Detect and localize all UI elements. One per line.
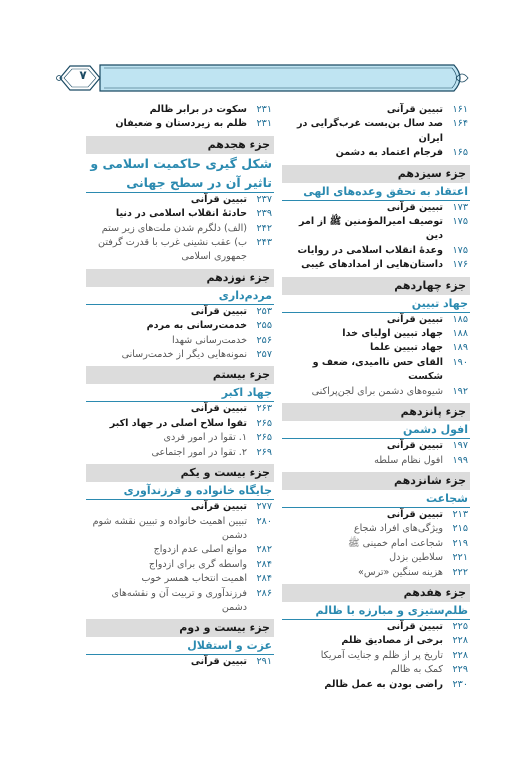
toc-section xyxy=(282,277,470,399)
entry-title: موانع اصلی عدم ازدواج xyxy=(153,544,247,556)
toc-entry[interactable] xyxy=(86,572,274,586)
entry-page-number: ۲۸۴ xyxy=(256,558,272,570)
entry-page-number xyxy=(247,250,272,264)
entry-title: توصیف امیرالمؤمنین ﷺ از امر دین xyxy=(298,216,443,242)
toc-entry[interactable] xyxy=(86,529,274,543)
toc-entry[interactable] xyxy=(86,543,274,557)
entry-page-number: ۲۸۶ xyxy=(256,587,272,599)
entry-page-number: ۲۳۰ xyxy=(452,678,468,690)
toc-entry[interactable] xyxy=(86,500,274,514)
entry-page-number: ۲۵۶ xyxy=(256,334,272,346)
toc-column-left xyxy=(86,103,274,672)
entry-page-number: ۱۷۵ xyxy=(452,244,468,256)
entry-page-number: ۲۲۱ xyxy=(452,552,468,564)
toc-entry[interactable] xyxy=(282,439,470,453)
section-title: مردم‌داری xyxy=(86,287,274,305)
toc-entry[interactable] xyxy=(282,258,470,272)
toc-section xyxy=(282,584,470,692)
section-title: اعتقاد به تحقق وعده‌های الهی xyxy=(282,183,470,201)
section-part-heading: جزء بیست و یکم xyxy=(86,464,274,482)
toc-column-right xyxy=(282,103,470,694)
entry-page-number: ۲۳۱ xyxy=(256,104,272,115)
toc-entry[interactable] xyxy=(282,454,470,468)
section-part-heading: جزء پانزدهم xyxy=(282,403,470,421)
toc-entry[interactable] xyxy=(282,537,470,551)
toc-entry[interactable] xyxy=(86,558,274,572)
toc-entry[interactable] xyxy=(86,193,274,207)
entry-page-number: ۲۵۳ xyxy=(256,305,272,317)
entry-title: شیوه‌های دشمن برای لجن‌پراکنی xyxy=(311,385,443,397)
toc-entry[interactable] xyxy=(86,250,274,264)
toc-entry[interactable] xyxy=(282,356,470,385)
entry-title: تبیین قرآنی xyxy=(190,193,247,205)
entry-title: نمونه‌هایی دیگر از خدمت‌رسانی xyxy=(121,349,247,361)
toc-entry[interactable] xyxy=(282,551,470,565)
toc-entry[interactable] xyxy=(282,341,470,355)
entry-page-number: ۱۹۲ xyxy=(452,385,468,397)
toc-entry[interactable] xyxy=(86,236,274,250)
entry-title: تبیین قرآنی xyxy=(386,620,443,632)
entry-title: وعدهٔ انقلاب اسلامی در روایات xyxy=(297,244,443,256)
section-title: افول دشمن xyxy=(282,421,470,439)
toc-entry[interactable] xyxy=(282,244,470,258)
entry-title: تبیین قرآنی xyxy=(190,305,247,317)
toc-entry[interactable] xyxy=(282,117,470,146)
entry-page-number: ۱۹۰ xyxy=(452,356,468,368)
entry-title: ویژگی‌های افراد شجاع xyxy=(353,523,443,535)
entry-title: صد سال بن‌بست غرب‌گرایی در ایران xyxy=(296,118,443,144)
toc-entry[interactable] xyxy=(86,515,274,529)
entry-title: تبیین اهمیت خانواده و تبیین نقشه شوم xyxy=(92,515,247,527)
toc-entry[interactable] xyxy=(282,663,470,677)
section-part-heading: جزء هجدهم xyxy=(86,136,274,154)
entry-title: تاریخ پر از ظلم و جنایت آمریکا xyxy=(320,649,443,661)
toc-entry[interactable] xyxy=(282,522,470,536)
entry-title: ظلم به زیردستان و ضعیفان xyxy=(115,118,247,130)
entry-title: راضی بودن به عمل ظالم xyxy=(324,678,443,690)
entry-title: القای حس ناامیدی، ضعف و شکست xyxy=(312,356,443,383)
toc-entry[interactable] xyxy=(86,587,274,616)
toc-section xyxy=(86,103,274,132)
toc-entry[interactable] xyxy=(86,655,274,669)
toc-entry[interactable] xyxy=(282,201,470,215)
toc-entry[interactable] xyxy=(86,305,274,319)
entry-title: تبیین قرآنی xyxy=(386,440,443,452)
entry-page-number: ۲۲۸ xyxy=(452,635,468,647)
toc-entry[interactable] xyxy=(282,566,470,580)
toc-section xyxy=(86,619,274,669)
entry-title: خدمت‌رسانی به مردم xyxy=(146,320,247,332)
entry-title: ۲. تقوا در امور اجتماعی xyxy=(151,446,247,458)
toc-entry[interactable] xyxy=(282,620,470,634)
entry-title: تبیین قرآنی xyxy=(386,508,443,520)
entry-title: تبیین قرآنی xyxy=(386,104,443,115)
toc-section xyxy=(282,403,470,468)
entry-title: تبیین قرآنی xyxy=(190,403,247,415)
entry-title: سکوت در برابر ظالم xyxy=(149,104,247,115)
entry-title: تبیین قرآنی xyxy=(386,201,443,213)
toc-entry[interactable] xyxy=(86,431,274,445)
section-part-heading: جزء چهاردهم xyxy=(282,277,470,295)
entry-page-number: ۱۹۹ xyxy=(452,454,468,466)
entry-page-number: ۲۶۳ xyxy=(256,403,272,415)
toc-entry[interactable] xyxy=(86,348,274,362)
entry-page-number: ۲۶۹ xyxy=(256,446,272,458)
toc-section xyxy=(86,136,274,265)
entry-title: خدمت‌رسانی شهدا xyxy=(172,334,247,346)
entry-page-number xyxy=(247,529,272,543)
entry-page-number: ۲۲۲ xyxy=(452,566,468,578)
section-part-heading: جزء بیست و دوم xyxy=(86,619,274,637)
section-part-heading: جزء نوزدهم xyxy=(86,269,274,287)
entry-title: شجاعت امام خمینی ﷺ xyxy=(348,537,443,549)
entry-page-number: ۲۶۵ xyxy=(256,432,272,444)
entry-title: افول نظام سلطه xyxy=(374,454,443,466)
entry-page-number: ۲۲۸ xyxy=(452,649,468,661)
toc-entry[interactable] xyxy=(282,313,470,327)
section-title: شجاعت xyxy=(282,490,470,508)
section-title: عزت و استقلال xyxy=(86,637,274,655)
entry-page-number: ۱۷۵ xyxy=(452,216,468,228)
toc-entry[interactable] xyxy=(282,215,470,244)
entry-title: حادثهٔ انقلاب اسلامی در دنیا xyxy=(115,208,247,220)
toc-entry[interactable] xyxy=(282,327,470,341)
entry-title: تقوا سلاح اصلی در جهاد اکبر xyxy=(109,417,247,429)
entry-page-number: ۲۲۹ xyxy=(452,664,468,676)
entry-page-number: ۲۸۲ xyxy=(256,544,272,556)
page-header-banner xyxy=(56,62,470,94)
entry-page-number: ۱۹۷ xyxy=(452,440,468,452)
toc-section xyxy=(86,464,274,615)
entry-page-number: ۱۷۶ xyxy=(452,259,468,271)
entry-title: فرجام اعتماد به دشمن xyxy=(335,147,443,159)
entry-page-number: ۲۷۷ xyxy=(256,501,272,513)
toc-section xyxy=(86,269,274,363)
entry-page-number: ۲۴۳ xyxy=(256,237,272,249)
entry-page-number: ۲۵۷ xyxy=(256,349,272,361)
toc-entry[interactable] xyxy=(86,103,274,117)
entry-title: تبیین قرآنی xyxy=(386,313,443,325)
toc-entry[interactable] xyxy=(86,417,274,431)
toc-section xyxy=(282,103,470,161)
entry-page-number: ۲۳۹ xyxy=(256,208,272,220)
entry-page-number: ۱۶۱ xyxy=(452,104,468,115)
toc-section xyxy=(282,472,470,580)
entry-page-number: ۲۳۷ xyxy=(256,193,272,205)
entry-title: ب) عقب نشینی غرب با قدرت گرفتن xyxy=(98,237,247,249)
section-title: جهاد اکبر xyxy=(86,384,274,402)
entry-page-number: ۲۹۱ xyxy=(256,656,272,668)
toc-entry[interactable] xyxy=(282,385,470,399)
entry-title: اهمیت انتخاب همسر خوب xyxy=(141,573,247,585)
toc-entry[interactable] xyxy=(282,146,470,160)
toc-entry[interactable] xyxy=(282,508,470,522)
toc-entry[interactable] xyxy=(86,207,274,221)
entry-page-number: ۲۴۲ xyxy=(256,222,272,234)
entry-page-number: ۲۸۰ xyxy=(256,515,272,527)
toc-entry[interactable] xyxy=(282,678,470,692)
entry-title: جمهوری اسلامی xyxy=(181,251,247,263)
entry-page-number: ۲۸۴ xyxy=(256,573,272,585)
entry-page-number: ۲۱۳ xyxy=(452,508,468,520)
entry-page-number: ۲۳۱ xyxy=(256,118,272,130)
entry-page-number: ۱۸۵ xyxy=(452,313,468,325)
entry-title: برخی از مصادیق ظلم xyxy=(341,635,443,647)
section-title: جایگاه خانواده و فرزندآوری xyxy=(86,482,274,500)
section-part-heading: جزء شانزدهم xyxy=(282,472,470,490)
section-part-heading: جزء سیزدهم xyxy=(282,165,470,183)
entry-title: سلاطین بزدل xyxy=(389,552,443,564)
entry-page-number: ۱۷۳ xyxy=(452,201,468,213)
entry-page-number: ۲۲۵ xyxy=(452,620,468,632)
entry-page-number: ۱۶۵ xyxy=(452,147,468,159)
section-title: جهاد تبیین xyxy=(282,295,470,313)
toc-entry[interactable] xyxy=(86,222,274,236)
entry-title: (الف) دلگرم شدن ملت‌های زیر ستم xyxy=(101,222,247,234)
toc-entry[interactable] xyxy=(282,634,470,648)
section-part-heading: جزء هفدهم xyxy=(282,584,470,602)
entry-title: داستان‌هایی از امدادهای غیبی xyxy=(301,259,443,271)
toc-section xyxy=(86,366,274,460)
entry-title: هزینه سنگین «ترس» xyxy=(357,566,443,578)
entry-page-number: ۱۶۴ xyxy=(452,118,468,130)
entry-page-number: ۱۸۸ xyxy=(452,328,468,340)
toc-entry[interactable] xyxy=(86,446,274,460)
toc-entry[interactable] xyxy=(86,334,274,348)
entry-title: تبیین قرآنی xyxy=(190,501,247,513)
toc-entry[interactable] xyxy=(86,117,274,131)
entry-title: کمک به ظالم xyxy=(390,664,443,676)
entry-page-number: ۲۱۹ xyxy=(452,537,468,549)
section-part-heading: جزء بیستم xyxy=(86,366,274,384)
section-title: شکل گیری حاکمیت اسلامی و تاثیر آن در سطح جهانی xyxy=(86,154,274,193)
toc-entry[interactable] xyxy=(86,402,274,416)
entry-title: جهاد تبیین علما xyxy=(370,342,443,354)
entry-page-number: ۲۶۵ xyxy=(256,417,272,429)
entry-page-number: ۱۸۹ xyxy=(452,342,468,354)
toc-entry[interactable] xyxy=(86,319,274,333)
entry-title: فرزندآوری و تربیت آن و نقشه‌های دشمن xyxy=(111,587,247,613)
toc-section xyxy=(282,165,470,273)
entry-title: تبیین قرآنی xyxy=(190,656,247,668)
entry-page-number: ۲۱۵ xyxy=(452,523,468,535)
entry-page-number: ۲۵۵ xyxy=(256,320,272,332)
entry-title: واسطه گری برای ازدواج xyxy=(148,558,247,570)
entry-title: جهاد تبیین اولیای خدا xyxy=(342,328,443,340)
section-title: ظلم‌ستیزی و مبارزه با ظالم xyxy=(282,602,470,620)
page-number: ۷ xyxy=(79,68,87,82)
toc-entry[interactable] xyxy=(282,649,470,663)
header-ornament xyxy=(56,62,470,94)
entry-title: دشمن xyxy=(221,529,247,541)
entry-title: ۱. تقوا در امور فردی xyxy=(163,432,247,444)
toc-entry[interactable] xyxy=(282,103,470,117)
